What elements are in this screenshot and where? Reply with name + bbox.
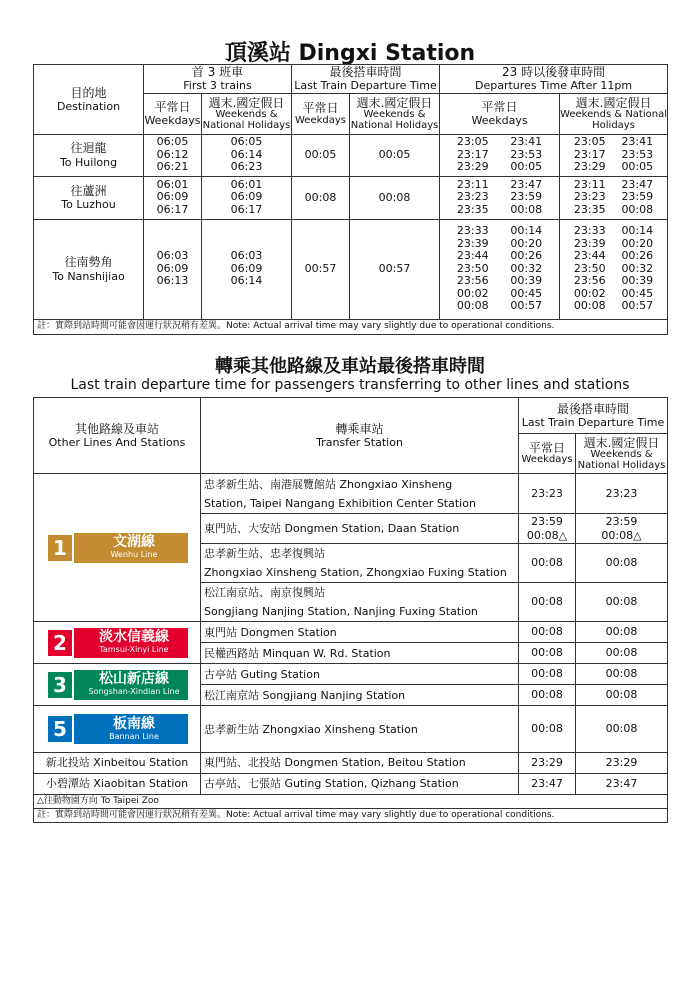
time-value: 23:29 [456,160,489,174]
time-value: 06:01 [156,177,189,191]
time-value: 00:08 [621,202,654,216]
first-trains-cell [144,176,202,219]
header-weekday: 平常日 Weekdays [292,93,350,134]
time-value: 00:08 [605,595,638,609]
time-value: 00:08 [304,190,337,204]
time-value: 23:53 [510,147,543,161]
line-badge [46,714,188,744]
after-11pm-cell [560,176,668,219]
first-trains-cell [144,134,202,176]
time-value: 06:23 [230,160,263,174]
header-weekday: 平常日 Weekdays [144,93,202,134]
header-weekday: 平常日 Weekdays [440,93,560,134]
last-train-cell [519,474,576,514]
other-station-cell: 小碧潭站 Xiaobitan Station [34,774,201,795]
time-value: 00:57 [510,299,543,313]
last-train-cell: 23:47 [576,774,668,795]
transfer-station-cell [201,583,519,622]
time-value: 23:44 [456,249,489,263]
header-after-11pm: 23 時以後發車時間 Departures Time After 11pm [440,65,668,94]
time-value: 23:05 [456,135,489,149]
destination-cell: 往蘆洲 To Luzhou [34,176,144,219]
time-value: 06:09 [230,261,263,275]
destination-cell: 往迴龍 To Huilong [34,134,144,176]
time-value: 00:05 [378,148,411,162]
transfer-station-cell [201,544,519,583]
time-value: 23:11 [456,177,489,191]
line-name-en: Tamsui-Xinyi Line [99,645,169,654]
time-value: 23:44 [573,249,606,263]
footnote: 註：實際到站時間可能會因運行狀況稍有差異。Note: Actual arrival time may vary slightly due to operational conditions. [34,319,668,334]
time-value: 00:57 [621,299,654,313]
first-trains-cell [144,219,202,319]
time-value: 23:35 [573,202,606,216]
footnote: 註：實際到站時間可能會因運行狀況稍有差異。Note: Actual arrival time may vary slightly due to operational conditions. [34,809,668,823]
destination-cell: 往南勢角 To Nanshijiao [34,219,144,319]
time-value: 00:05 [621,160,654,174]
time-value: 23:33 [573,224,606,238]
time-value: 23:29 [573,160,606,174]
first-trains-cell [202,134,292,176]
time-value: 06:17 [230,202,263,216]
last-train-cell [576,643,668,664]
time-value: 23:41 [621,135,654,149]
time-value: 00:26 [621,249,654,263]
time-value: 23:56 [573,274,606,288]
last-train-cell [519,685,576,706]
line-name-zh: 松山新店線 [99,671,169,687]
first-trains-cell [202,219,292,319]
time-value: 00:08 [531,556,563,570]
transfer-row [34,774,668,795]
time-value: 23:23 [605,486,638,500]
time-value: 06:14 [230,147,263,161]
time-value: 00:08 [531,625,563,639]
time-value: 06:21 [156,160,189,174]
line-name-en: Songshan-Xindian Line [88,687,180,696]
station-name: 東門站 Dongmen Station [204,625,337,639]
time-value: 00:08 [510,202,543,216]
last-train-cell [292,134,350,176]
last-train-cell [292,219,350,319]
header-weekend: 週末.國定假日 Weekends & National Holidays [576,434,668,474]
header-last-train: 最後搭車時間 Last Train Departure Time [292,65,440,94]
last-train-cell: 23:47 [519,774,576,795]
time-value: 00:57 [304,262,337,276]
time-value: 23:17 [456,147,489,161]
transfer-row [34,753,668,774]
transfer-station-cell [201,643,519,664]
time-value: 06:14 [230,274,263,288]
last-train-cell: 23:29 [519,753,576,774]
last-train-cell [519,583,576,622]
time-value: 00:05 [304,148,337,162]
transfer-table [33,397,668,823]
station-name: 東門站、大安站 Dongmen Station, Daan Station [204,522,460,535]
time-value: 23:23 [456,190,489,204]
time-value: 00:57 [378,262,411,276]
time-value: 00:05 [510,160,543,174]
time-value: 23:23 [573,190,606,204]
footnote-zoo: △往動物園方向 To Taipei Zoo [34,795,668,809]
after-11pm-cell [560,134,668,176]
last-train-cell [576,583,668,622]
time-value: 00:08 [573,299,606,313]
transfer-station-cell: 東門站、北投站 Dongmen Station, Beitou Station [201,753,519,774]
last-train-cell [576,474,668,514]
time-value: 23:17 [573,147,606,161]
header-transfer-station: 轉乘車站 Transfer Station [201,398,519,474]
station-name: 忠孝新生站、南港展覽館站 Zhongxiao Xinsheng [204,477,453,491]
time-value: 00:32 [621,261,654,275]
last-train-cell [576,664,668,685]
time-value: 23:59 [621,190,654,204]
time-value: 23:39 [573,236,606,250]
time-value: 00:08 [531,667,563,681]
after-11pm-cell [440,176,560,219]
time-value: 00:08 [605,667,638,681]
time-value: 00:14 [510,224,543,238]
last-train-cell: 23:29 [576,753,668,774]
line-name-zh: 淡水信義線 [99,629,169,645]
time-value: 06:13 [156,274,189,288]
transfer-station-cell [201,664,519,685]
time-value: 00:39 [621,274,654,288]
line-badge [46,670,188,700]
line-name-en: Bannan Line [109,731,159,741]
last-train-cell [576,706,668,753]
time-value: 23:33 [456,224,489,238]
last-train-cell [519,664,576,685]
time-value: 23:59 [605,515,638,529]
station-name-cont: Zhongxiao Xinsheng Station, Zhongxiao Fuxing Station [204,566,507,579]
station-name-cont: Station, Taipei Nangang Exhibition Center Station [204,496,476,510]
station-name-cont: Songjiang Nanjing Station, Nanjing Fuxing Station [204,605,478,618]
transfer-row [34,706,668,753]
time-value: 00:08 [378,190,411,204]
time-value: 06:17 [156,202,189,216]
section-subtitle: Last train departure time for passengers transferring to other lines and stations [70,377,630,393]
schedule-table [33,64,668,335]
line-cell [34,706,201,753]
time-value: 00:02 [573,286,606,300]
time-value: 23:11 [573,177,606,191]
time-value: 00:02 [456,286,489,300]
header-weekend: 週末.國定假日 Weekends & National Holidays [560,93,668,134]
time-value: 00:20 [510,236,543,250]
time-value: 06:09 [156,190,189,204]
time-value: 06:09 [230,190,263,204]
time-value: 06:09 [156,261,189,275]
line-cell [34,664,201,706]
station-name: 古亭站 Guting Station [204,667,320,681]
time-value: 23:50 [573,261,606,275]
time-value: 00:45 [510,286,543,300]
time-value: 00:32 [510,261,543,275]
header-weekday: 平常日 Weekdays [519,434,576,474]
schedule-row [34,176,668,219]
line-name-zh: 板南線 [113,715,155,732]
time-value: 06:12 [156,147,189,161]
time-value: 23:47 [621,177,654,191]
time-value: 23:53 [621,147,654,161]
header-weekend: 週末.國定假日 Weekends & National Holidays [202,93,292,134]
schedule-row [34,219,668,319]
time-value: 23:59 [531,515,563,529]
last-train-cell [576,514,668,544]
last-train-cell [350,134,440,176]
transfer-station-cell [201,474,519,514]
last-train-cell [350,219,440,319]
time-value: 23:56 [456,274,489,288]
transfer-station-cell [201,706,519,753]
after-11pm-cell [440,219,560,319]
time-value: 00:08 [531,595,563,609]
last-train-cell [519,544,576,583]
time-value: 06:03 [156,249,189,263]
first-trains-cell [202,176,292,219]
station-name: 民權西路站 Minquan W. Rd. Station [204,646,391,660]
time-value: 23:35 [456,202,489,216]
station-name: 松江南京站 Songjiang Nanjing Station [204,688,406,702]
last-train-cell [576,544,668,583]
station-name: 忠孝新生站 Zhongxiao Xinsheng Station [204,722,418,736]
section-title: 轉乘其他路線及車站最後搭車時間 [215,356,485,377]
time-value: 00:08 [605,688,638,702]
time-value: 00:08 [605,625,638,639]
last-train-cell [519,622,576,643]
header-first-trains: 首 3 班車 First 3 trains [144,65,292,94]
time-value: 23:23 [531,486,563,500]
time-value: 00:08△ [526,528,568,542]
time-value: 00:08 [605,646,638,660]
last-train-cell [576,685,668,706]
last-train-cell [350,176,440,219]
time-value: 00:08 [531,688,563,702]
line-name-en: Wenhu Line [110,550,158,559]
last-train-cell [519,706,576,753]
transfer-station-cell: 古亭站、七張站 Guting Station, Qizhang Station [201,774,519,795]
transfer-station-cell [201,685,519,706]
line-number: 5 [46,714,74,744]
header-last-train: 最後搭車時間 Last Train Departure Time [519,398,668,434]
station-name: 忠孝新生站、忠孝復興站 [204,547,325,560]
transfer-row [34,622,668,643]
time-value: 00:08△ [601,528,642,542]
transfer-row [34,664,668,685]
page-title: 頂溪站 Dingxi Station [224,41,476,66]
time-value: 00:45 [621,286,654,300]
line-number: 2 [46,628,74,658]
time-value: 00:39 [510,274,543,288]
time-value: 06:03 [230,249,263,263]
line-cell [34,622,201,664]
time-value: 00:08 [531,646,563,660]
time-value: 23:47 [510,177,543,191]
last-train-cell [519,643,576,664]
last-train-cell [519,514,576,544]
header-weekend: 週末.國定假日 Weekends & National Holidays [350,93,440,134]
line-badge [46,533,188,563]
line-cell [34,474,201,622]
time-value: 06:05 [156,135,189,149]
transfer-station-cell [201,514,519,544]
time-value: 06:01 [230,177,263,191]
time-value: 00:08 [605,556,638,570]
header-other-lines: 其他路線及車站 Other Lines And Stations [34,398,201,474]
line-badge [46,628,188,658]
time-value: 00:08 [456,299,489,313]
time-value: 00:08 [605,722,638,736]
after-11pm-cell [440,134,560,176]
time-value: 00:08 [531,722,563,736]
time-value: 00:20 [621,236,654,250]
last-train-cell [292,176,350,219]
time-value: 23:39 [456,236,489,250]
transfer-station-cell [201,622,519,643]
time-value: 23:59 [510,190,543,204]
time-value: 23:05 [573,135,606,149]
after-11pm-cell [560,219,668,319]
time-value: 00:14 [621,224,654,238]
time-value: 06:05 [230,135,263,149]
last-train-cell [576,622,668,643]
line-name-zh: 文湖線 [113,534,155,550]
time-value: 00:26 [510,249,543,263]
other-station-cell: 新北投站 Xinbeitou Station [34,753,201,774]
line-number: 3 [46,670,74,700]
time-value: 23:41 [510,135,543,149]
station-name: 松江南京站、南京復興站 [204,586,325,599]
header-destination: 目的地 Destination [34,65,144,135]
schedule-row [34,134,668,176]
line-number: 1 [46,533,74,563]
transfer-row [34,474,668,514]
time-value: 23:50 [456,261,489,275]
